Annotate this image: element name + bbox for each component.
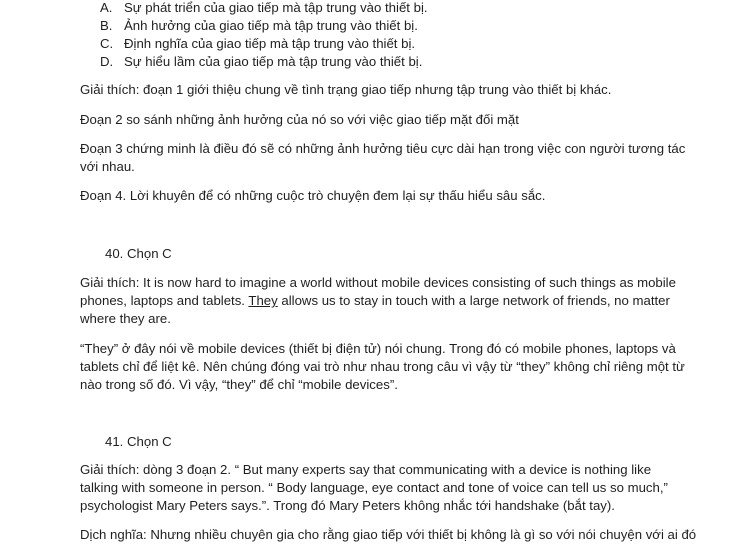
q40-explain-line1: Giải thích: It is now hard to imagine a world without mobile devices consisting of such things as mobile: [80, 275, 676, 290]
q40-heading: 40. Chọn C: [105, 246, 172, 261]
q41-translation-line1: Dịch nghĩa: Nhưng nhiều chuyên gia cho rằng giao tiếp với thiết bị không là gì so với nói chuyện với ai đó: [80, 527, 697, 542]
q41-heading: 41. Chọn C: [105, 434, 172, 449]
q40-explain-post: allows us to stay in touch with a large network of friends, no matter: [277, 293, 670, 308]
q40-note-line2: tablets chỉ để liệt kê. Nên chúng đóng vai trò như nhau trong câu vì vậy từ “they” không chỉ riêng một từ: [80, 359, 685, 374]
q39-paragraph2: Đoạn 2 so sánh những ảnh hưởng của nó so với việc giao tiếp mặt đối mặt: [80, 112, 519, 127]
option-d: [100, 52, 422, 71]
option-letter: C.: [100, 36, 114, 51]
q41-explain-line1: Giải thích: dòng 3 đoạn 2. “ But many experts say that communicating with a device is nothing like: [80, 462, 652, 477]
option-a: [100, 0, 428, 17]
q41-explain-line3: psychologist Mary Peters says.”. Trong đó Mary Peters không nhắc tới handshake (bắt tay).: [80, 498, 615, 513]
underlined-word: They: [248, 293, 278, 308]
q39-paragraph3-line2: với nhau.: [80, 159, 135, 174]
q41-explain-line2: talking with someone in person. “ Body language, eye contact and tone of voice can tell us so much,”: [80, 480, 668, 495]
option-text: Ảnh hưởng của giao tiếp mà tập trung vào thiết bị.: [124, 18, 418, 33]
q39-explanation: Giải thích: đoạn 1 giới thiệu chung về tình trạng giao tiếp nhưng tập trung vào thiết bị khác.: [80, 82, 612, 97]
q40-note-line3: nào trong số đó. Vì vậy, “they” để chỉ “mobile devices”.: [80, 377, 398, 392]
q40-explain-line2: [80, 291, 680, 310]
option-text: Sự phát triển của giao tiếp mà tập trung vào thiết bị.: [124, 0, 428, 15]
q40-explain-pre: phones, laptops and tablets.: [80, 293, 249, 308]
option-text: Sự hiểu lầm của giao tiếp mà tập trung vào thiết bị.: [124, 54, 423, 69]
option-letter: B.: [100, 18, 113, 33]
q39-paragraph3-line1: Đoạn 3 chứng minh là điều đó sẽ có những ảnh hưởng tiêu cực dài hạn trong việc con người tương tác: [80, 141, 686, 156]
q40-note-line1: “They” ở đây nói về mobile devices (thiết bị điện tử) nói chung. Trong đó có mobile phones, laptops và: [80, 341, 676, 356]
q40-explain-line3: where they are.: [80, 311, 171, 326]
option-b: [100, 16, 418, 35]
option-letter: D.: [100, 54, 114, 69]
q39-paragraph4: Đoạn 4. Lời khuyên để có những cuộc trò chuyện đem lại sự thấu hiểu sâu sắc.: [80, 188, 546, 203]
option-c: [100, 34, 415, 53]
option-text: Định nghĩa của giao tiếp mà tập trung vào thiết bị.: [124, 36, 416, 51]
option-letter: A.: [100, 0, 113, 15]
